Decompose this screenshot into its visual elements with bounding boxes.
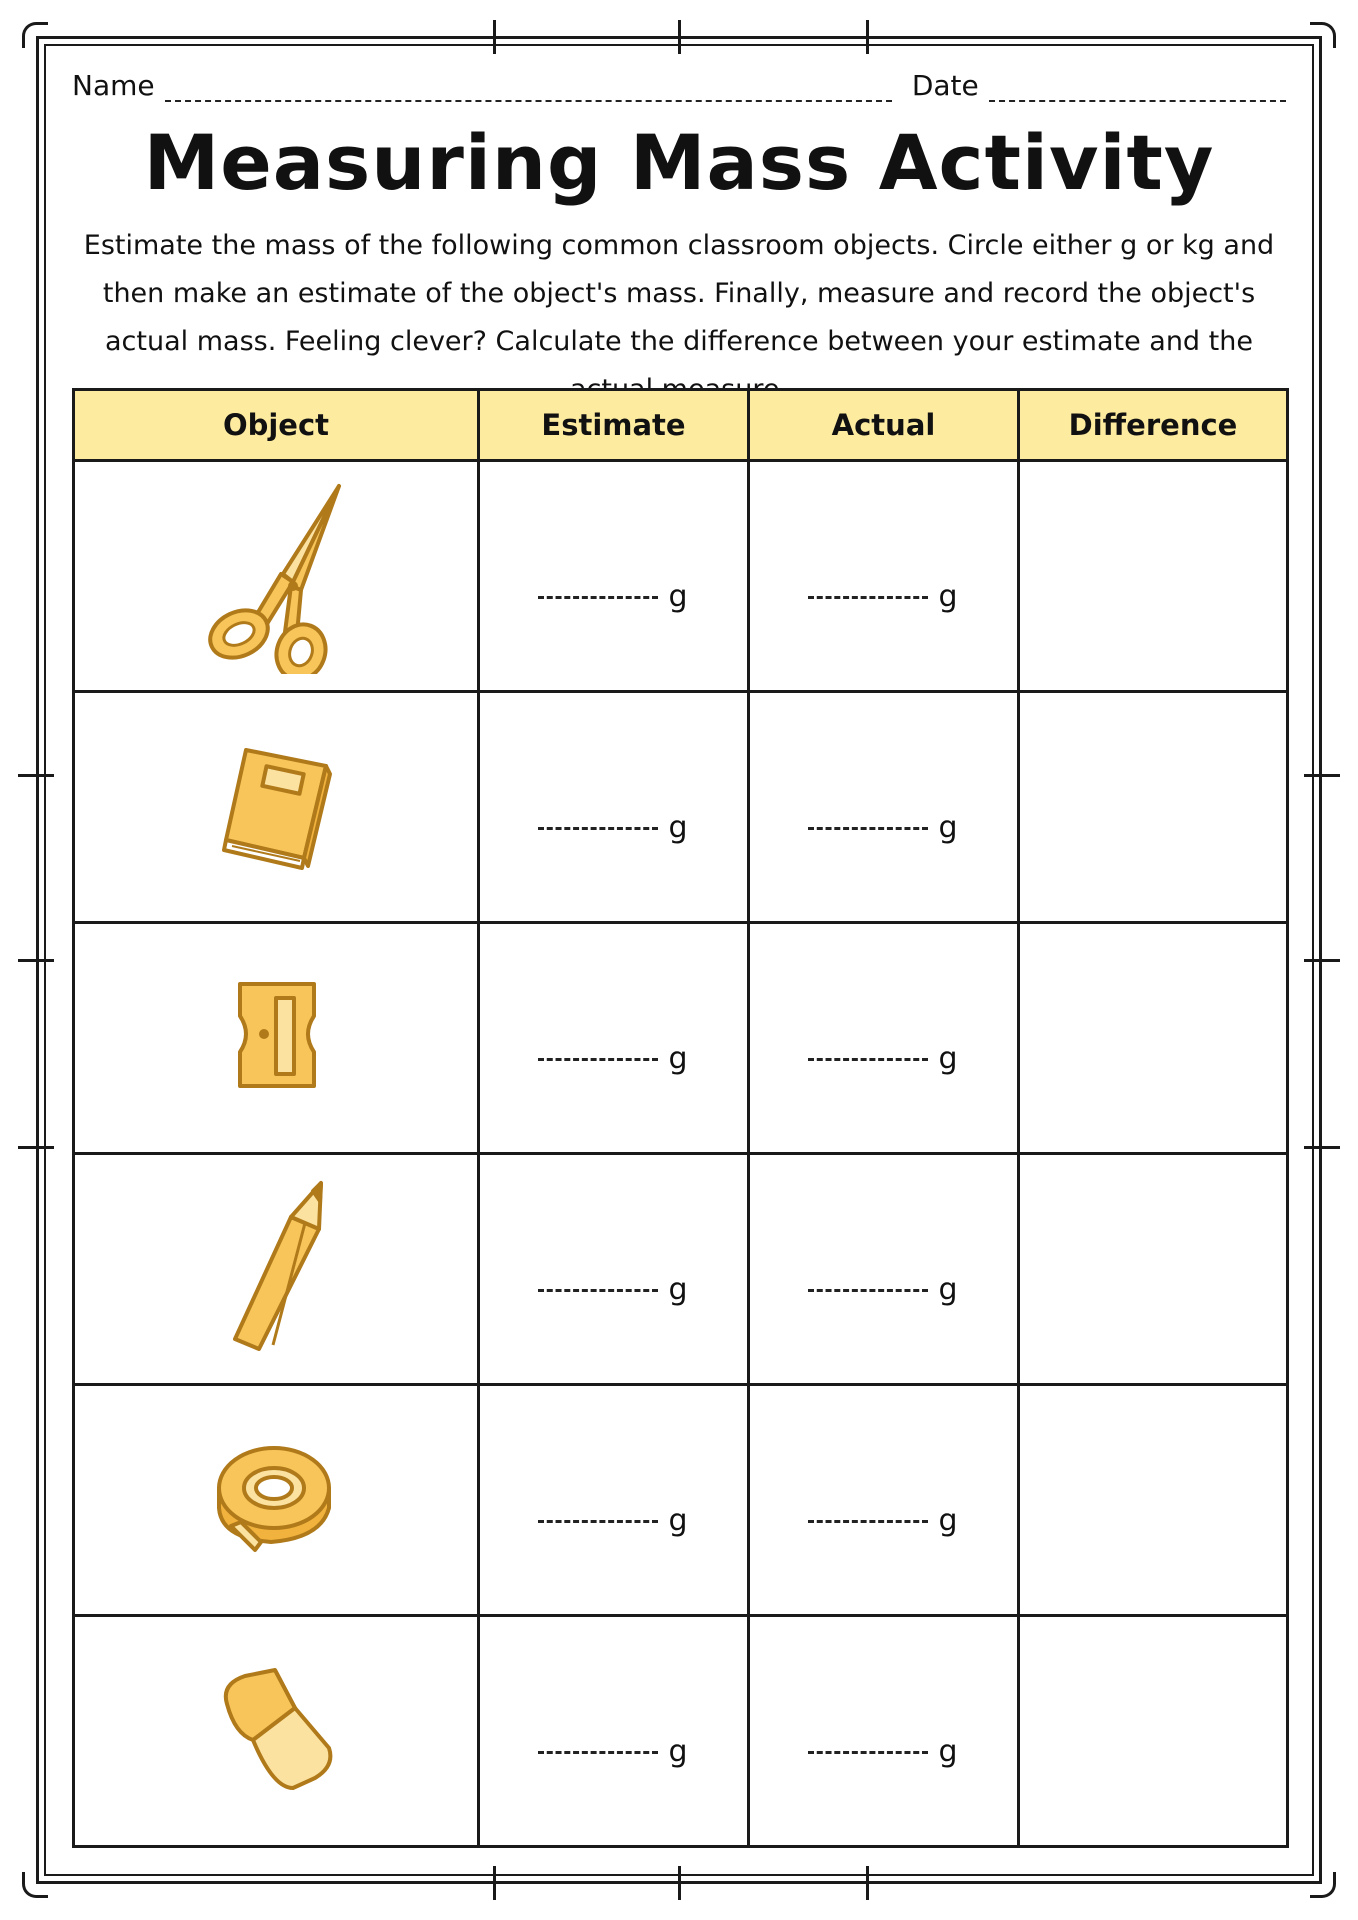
unit-label: g <box>668 1502 689 1538</box>
unit-label: g <box>668 1733 689 1769</box>
object-cell <box>74 692 479 923</box>
unit-label: g <box>668 1040 689 1076</box>
frame-tick <box>1304 959 1340 962</box>
unit-label: g <box>938 1733 959 1769</box>
table-row <box>74 692 1288 923</box>
frame-tick <box>18 774 54 777</box>
estimate-answer <box>538 579 688 614</box>
corner-curl <box>22 22 48 48</box>
object-cell <box>74 1154 479 1385</box>
unit-label: g <box>668 1271 689 1307</box>
mass-table <box>72 388 1289 1848</box>
estimate-blank-line[interactable] <box>538 1520 658 1523</box>
estimate-blank-line[interactable] <box>538 596 658 599</box>
instructions-text: Estimate the mass of the following common classroom objects. Circle either g or kg and then make an estimate of the object's mass. Finally, measure and record the object's actual mass. Feeling clever? Calculate the difference between your estimate and the <box>83 230 1275 357</box>
actual-answer <box>808 1041 958 1076</box>
corner-curl <box>1310 22 1336 48</box>
column-header-estimate: Estimate <box>479 390 749 461</box>
estimate-blank-line[interactable] <box>538 1058 658 1061</box>
actual-cell <box>749 461 1019 692</box>
unit-label: g <box>668 809 689 845</box>
actual-answer <box>808 579 958 614</box>
actual-answer <box>808 1503 958 1538</box>
estimate-blank-line[interactable] <box>538 1751 658 1754</box>
date-field[interactable] <box>989 74 1286 102</box>
difference-cell[interactable] <box>1019 1154 1288 1385</box>
page-title: Measuring Mass Activity <box>143 118 1215 207</box>
difference-cell[interactable] <box>1019 692 1288 923</box>
frame-tick <box>866 20 869 54</box>
pencil-icon <box>221 1177 331 1361</box>
corner-curl <box>1310 1872 1336 1898</box>
object-cell <box>74 923 479 1154</box>
name-date-row <box>72 62 1286 102</box>
frame-tick <box>18 959 54 962</box>
actual-cell <box>749 1154 1019 1385</box>
actual-cell <box>749 1616 1019 1847</box>
actual-blank-line[interactable] <box>808 1751 928 1754</box>
estimate-answer <box>538 1041 688 1076</box>
frame-tick <box>18 1146 54 1149</box>
estimate-answer <box>538 1272 688 1307</box>
actual-blank-line[interactable] <box>808 596 928 599</box>
estimate-cell <box>479 1385 749 1616</box>
eraser-icon <box>211 1664 341 1798</box>
estimate-answer <box>538 1503 688 1538</box>
estimate-cell <box>479 461 749 692</box>
object-cell <box>74 461 479 692</box>
scissors-icon <box>201 474 351 678</box>
estimate-answer <box>538 810 688 845</box>
unit-label: g <box>938 1040 959 1076</box>
frame-tick <box>678 20 681 54</box>
frame-tick <box>493 1866 496 1900</box>
unit-label: g <box>938 1271 959 1307</box>
book-icon <box>216 740 336 874</box>
actual-cell <box>749 923 1019 1154</box>
name-label: Name <box>72 69 155 102</box>
actual-answer <box>808 810 958 845</box>
column-header-object: Object <box>74 390 479 461</box>
actual-blank-line[interactable] <box>808 1520 928 1523</box>
frame-tick <box>1304 774 1340 777</box>
actual-blank-line[interactable] <box>808 827 928 830</box>
actual-cell <box>749 692 1019 923</box>
unit-label: g <box>938 809 959 845</box>
estimate-cell <box>479 1616 749 1847</box>
estimate-blank-line[interactable] <box>538 1289 658 1292</box>
date-label: Date <box>911 69 979 102</box>
table-row <box>74 1385 1288 1616</box>
estimate-blank-line[interactable] <box>538 827 658 830</box>
difference-cell[interactable] <box>1019 923 1288 1154</box>
corner-curl <box>22 1872 48 1898</box>
unit-label: g <box>938 1502 959 1538</box>
table-header-row <box>74 390 1288 461</box>
actual-blank-line[interactable] <box>808 1289 928 1292</box>
difference-cell[interactable] <box>1019 461 1288 692</box>
actual-answer <box>808 1734 958 1769</box>
frame-tick <box>678 1866 681 1900</box>
actual-answer <box>808 1272 958 1307</box>
column-header-difference: Difference <box>1019 390 1288 461</box>
column-header-actual: Actual <box>749 390 1019 461</box>
frame-tick <box>866 1866 869 1900</box>
actual-blank-line[interactable] <box>808 1058 928 1061</box>
unit-label: g <box>668 578 689 614</box>
object-cell <box>74 1385 479 1616</box>
estimate-cell <box>479 692 749 923</box>
frame-tick <box>1304 1146 1340 1149</box>
table-row <box>74 923 1288 1154</box>
sharpener-icon <box>226 976 326 1100</box>
object-cell <box>74 1616 479 1847</box>
estimate-answer <box>538 1734 688 1769</box>
estimate-cell <box>479 923 749 1154</box>
difference-cell[interactable] <box>1019 1385 1288 1616</box>
estimate-cell <box>479 1154 749 1385</box>
frame-tick <box>493 20 496 54</box>
table-row <box>74 461 1288 692</box>
tape-icon <box>211 1438 341 1562</box>
table-row <box>74 1154 1288 1385</box>
difference-cell[interactable] <box>1019 1616 1288 1847</box>
table-row <box>74 1616 1288 1847</box>
unit-label: g <box>938 578 959 614</box>
name-field[interactable] <box>165 74 892 102</box>
actual-cell <box>749 1385 1019 1616</box>
